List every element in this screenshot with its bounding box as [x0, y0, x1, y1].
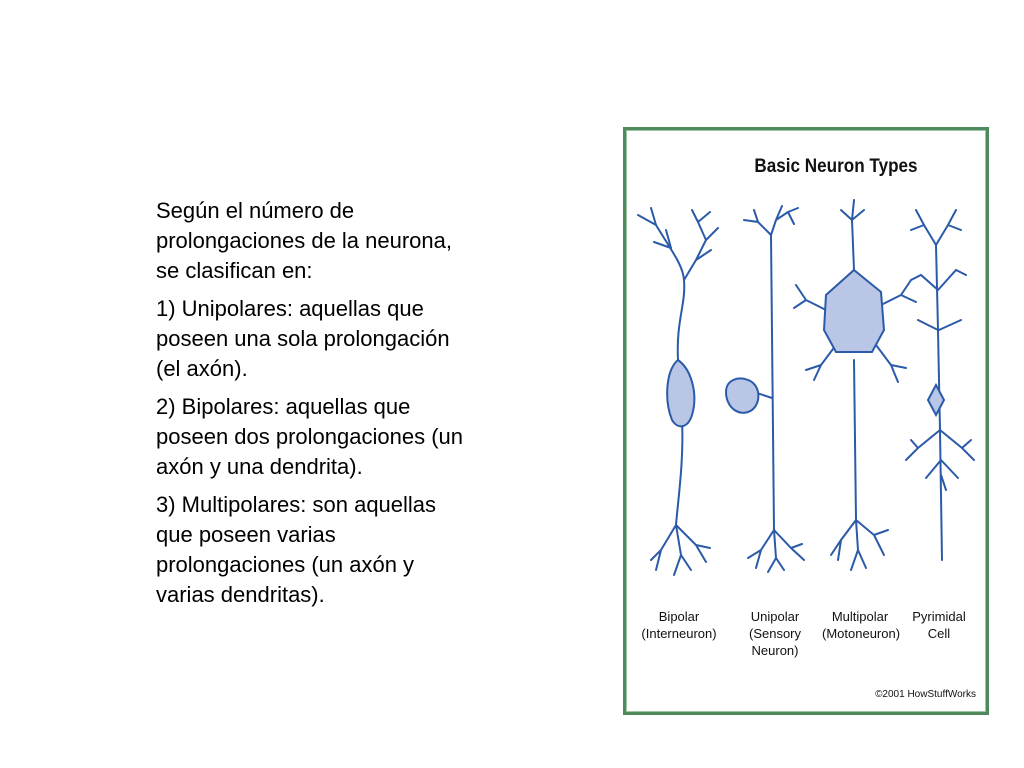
multipolar-label	[822, 608, 901, 642]
bipolar-name: Bipolar	[658, 609, 700, 624]
multipolar-name: Multipolar	[831, 609, 889, 624]
pyramidal-label	[906, 608, 972, 642]
intro-paragraph: Según el número de prolongaciones de la neurona, se clasifican en:	[156, 198, 453, 283]
bipolar-label	[640, 608, 718, 642]
multipolar-neuron-drawing	[794, 200, 916, 570]
pyramidal-name: Pyrimidal	[912, 609, 966, 624]
bipolar-sub: (Interneuron)	[641, 626, 717, 641]
unipolar-neuron-drawing	[726, 206, 804, 572]
bipolar-neuron-drawing	[638, 208, 718, 575]
pyramidal-sub: Cell	[927, 626, 951, 641]
pyramidal-cell-drawing	[906, 210, 974, 560]
unipolar-sub: (Sensory Neuron)	[748, 626, 802, 658]
neuron-types-figure	[623, 127, 989, 715]
copyright-text: ©2001 HowStuffWorks	[875, 689, 976, 700]
multipolar-sub: (Motoneuron)	[822, 626, 901, 641]
unipolar-label	[724, 608, 826, 659]
description-text	[156, 196, 466, 618]
unipolar-name: Unipolar	[750, 609, 800, 624]
bipolar-paragraph: 2) Bipolares: aquellas que poseen dos prolongaciones (un axón y una dendrita).	[156, 394, 464, 479]
multipolar-paragraph: 3) Multipolares: son aquellas que poseen varias prolongaciones (un axón y varias dendritas).	[156, 492, 437, 607]
figure-title: Basic Neuron Types	[754, 156, 918, 177]
unipolar-paragraph: 1) Unipolares: aquellas que poseen una sola prolongación (el axón).	[156, 296, 450, 381]
